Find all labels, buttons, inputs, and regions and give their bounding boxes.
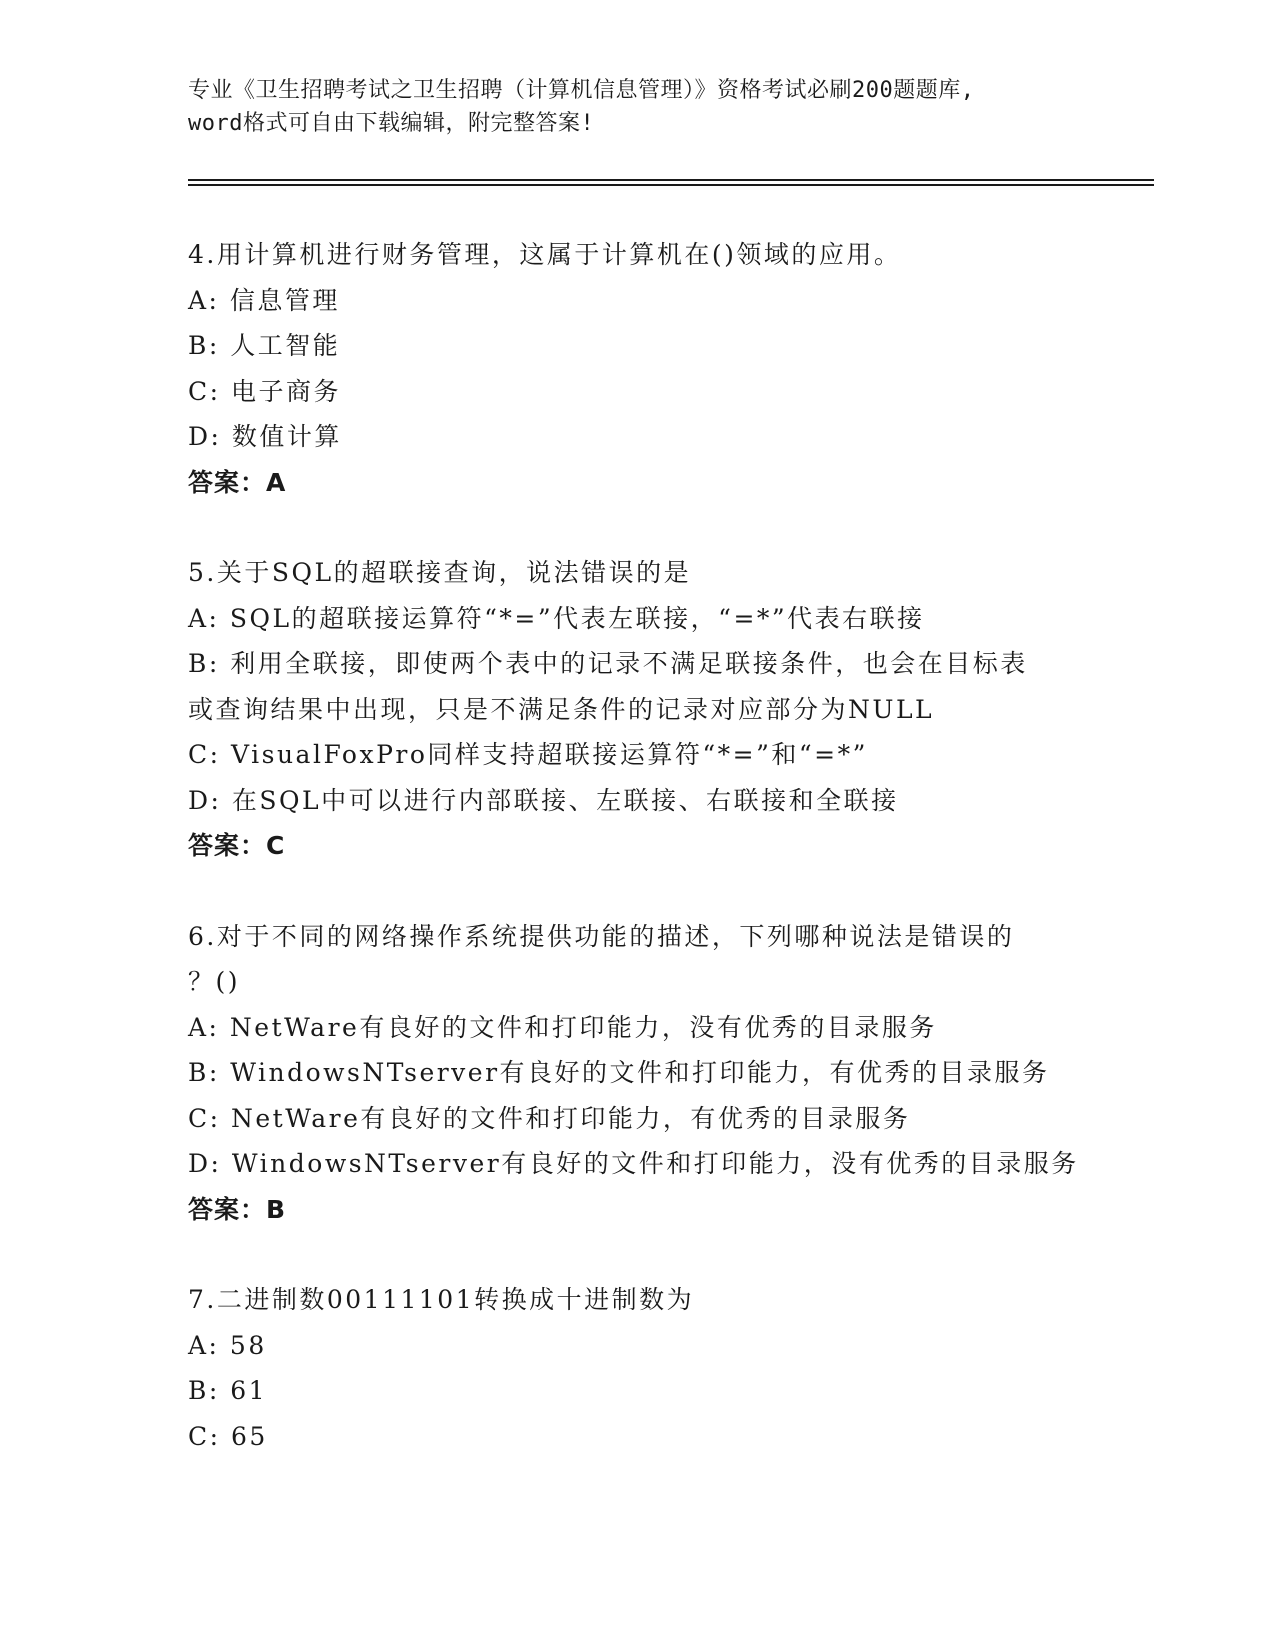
question-stem-continued: ？() (188, 967, 241, 996)
header-line-2: word格式可自由下载编辑，附完整答案! (188, 111, 595, 136)
option-a: A: SQL的超联接运算符“*=”代表左联接，“=*”代表右联接 (188, 603, 925, 633)
question-5 (188, 550, 1088, 869)
option-b-continued: 或查询结果中出现，只是不满足条件的记录对应部分为NULL (188, 694, 935, 724)
option-a: A: 58 (188, 1330, 267, 1360)
option-c: C: 电子商务 (188, 376, 341, 406)
document-header (188, 74, 1088, 140)
header-line-1: 专业《卫生招聘考试之卫生招聘（计算机信息管理）》资格考试必刷200题题库, (188, 78, 975, 103)
option-c: C: 65 (188, 1421, 268, 1451)
option-d: D: WindowsNTserver有良好的文件和打印能力，没有优秀的目录服务 (188, 1149, 1079, 1178)
answer: 答案：C (188, 831, 286, 860)
header-divider-bottom (188, 184, 1154, 186)
option-b: B: 利用全联接，即使两个表中的记录不满足联接条件，也会在目标表 (188, 649, 1028, 678)
option-c: C: VisualFoxPro同样支持超联接运算符“*=”和“=*” (188, 740, 868, 769)
question-stem: 7.二进制数00111101转换成十进制数为 (188, 1285, 695, 1314)
question-7 (188, 1277, 1088, 1459)
question-6 (188, 914, 1088, 1233)
question-stem: 5.关于SQL的超联接查询，说法错误的是 (188, 558, 692, 587)
option-b: B: WindowsNTserver有良好的文件和打印能力，有优秀的目录服务 (188, 1058, 1050, 1087)
option-c: C: NetWare有良好的文件和打印能力，有优秀的目录服务 (188, 1103, 911, 1133)
option-d: D: 在SQL中可以进行内部联接、左联接、右联接和全联接 (188, 785, 899, 815)
question-stem: 6.对于不同的网络操作系统提供功能的描述，下列哪种说法是错误的 (188, 921, 1015, 951)
question-stem: 4.用计算机进行财务管理，这属于计算机在()领域的应用。 (188, 240, 902, 269)
question-list (188, 232, 1088, 1504)
option-d: D: 数值计算 (188, 422, 342, 451)
option-a: A: NetWare有良好的文件和打印能力，没有优秀的目录服务 (188, 1012, 937, 1042)
answer: 答案：A (188, 467, 287, 497)
option-a: A: 信息管理 (188, 285, 340, 315)
option-b: B: 61 (188, 1376, 268, 1405)
option-b: B: 人工智能 (188, 331, 341, 360)
answer: 答案：B (188, 1194, 287, 1224)
header-divider-top (188, 179, 1154, 181)
question-4 (188, 232, 1088, 505)
